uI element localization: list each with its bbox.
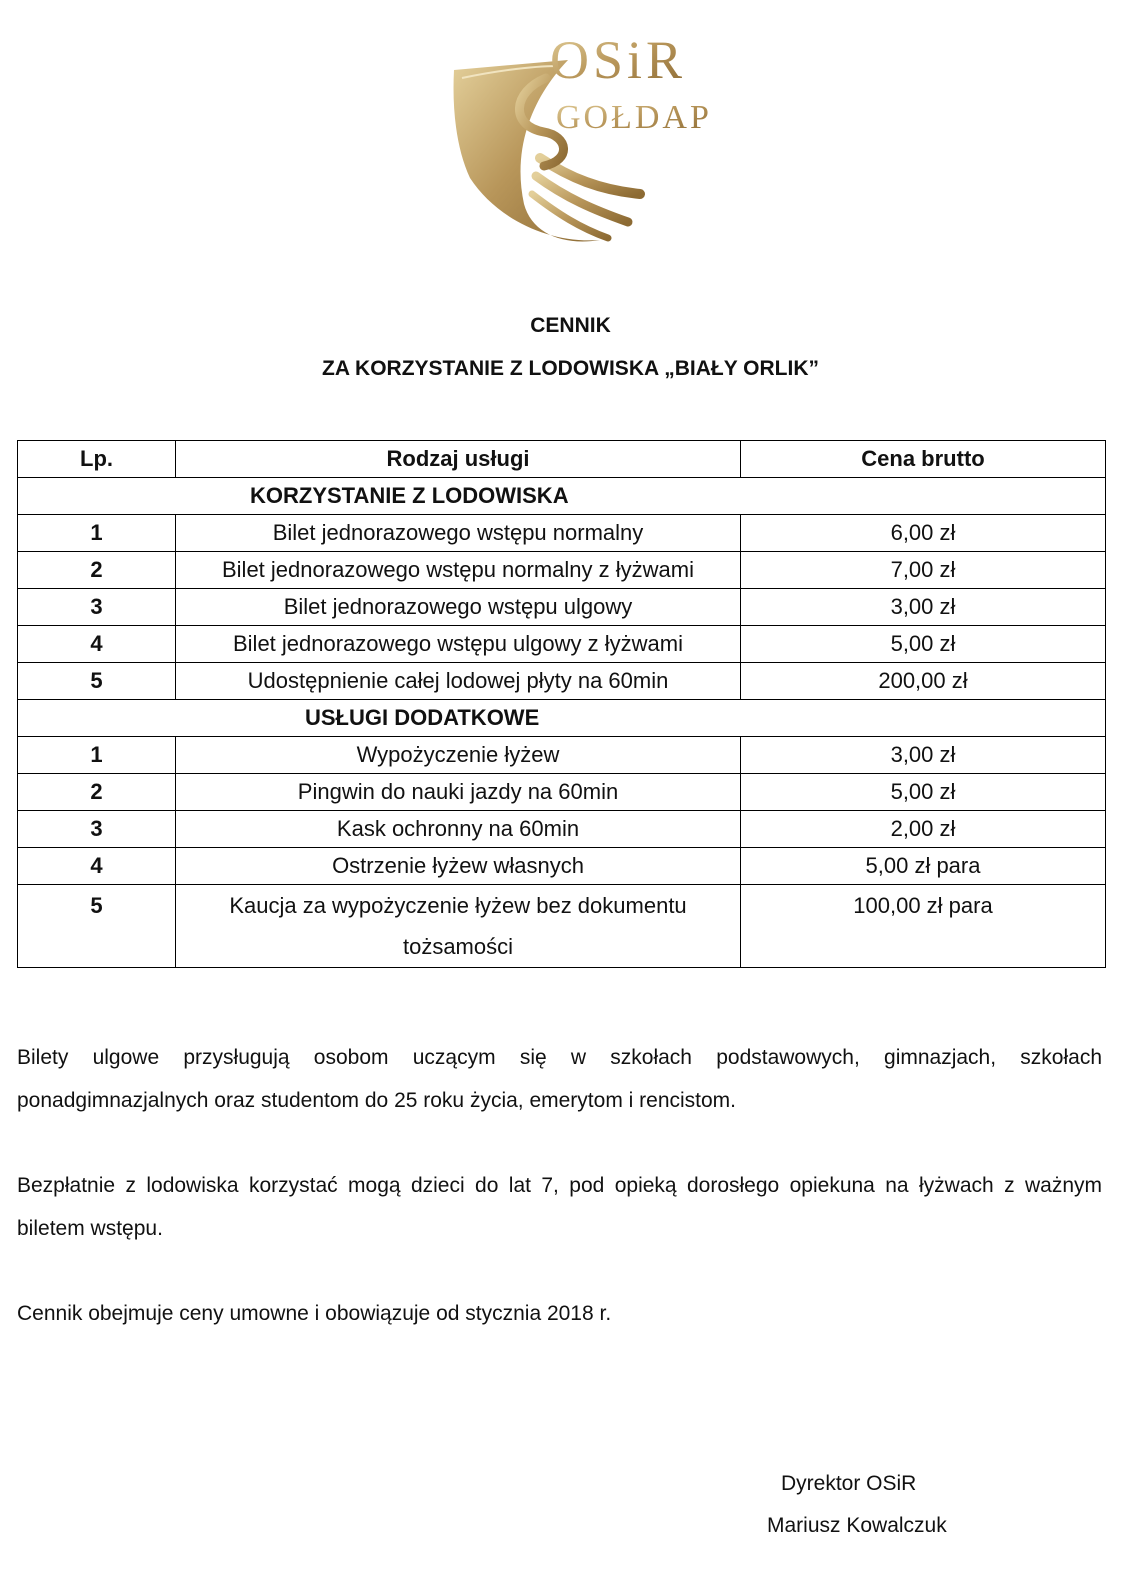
row-service: Bilet jednorazowego wstępu normalny z łyżwami [176, 552, 741, 589]
row-service: Kaucja za wypożyczenie łyżew bez dokumentu tożsamości [176, 885, 741, 968]
table-row [18, 663, 1106, 700]
row-price: 200,00 zł [741, 663, 1106, 700]
table-row [18, 552, 1106, 589]
table-row [18, 737, 1106, 774]
section-header-row [18, 700, 1106, 737]
document-title: CENNIK [530, 314, 611, 337]
row-price: 7,00 zł [741, 552, 1106, 589]
note-validity: Cennik obejmuje ceny umowne i obowiązuje od stycznia 2018 r. [17, 1302, 612, 1325]
table-row [18, 885, 1106, 968]
row-lp: 5 [18, 663, 176, 700]
row-price: 3,00 zł [741, 737, 1106, 774]
row-price: 5,00 zł para [741, 848, 1106, 885]
table-row [18, 811, 1106, 848]
row-price: 3,00 zł [741, 589, 1106, 626]
section-header-row [18, 478, 1106, 515]
row-lp: 4 [18, 848, 176, 885]
table-row [18, 515, 1106, 552]
row-service: Pingwin do nauki jazdy na 60min [176, 774, 741, 811]
row-service: Bilet jednorazowego wstępu normalny [176, 515, 741, 552]
logo-text-top: OSiR [550, 30, 687, 90]
table-row [18, 774, 1106, 811]
row-price: 6,00 zł [741, 515, 1106, 552]
row-lp: 2 [18, 774, 176, 811]
row-service: Wypożyczenie łyżew [176, 737, 741, 774]
table-header-row [18, 441, 1106, 478]
row-lp: 4 [18, 626, 176, 663]
row-service: Bilet jednorazowego wstępu ulgowy [176, 589, 741, 626]
row-price: 2,00 zł [741, 811, 1106, 848]
section-title: USŁUGI DODATKOWE [305, 705, 540, 730]
table-row [18, 626, 1106, 663]
row-price: 5,00 zł [741, 626, 1106, 663]
row-lp: 2 [18, 552, 176, 589]
price-table [17, 440, 1106, 968]
header-price: Cena brutto [741, 441, 1106, 478]
row-lp: 3 [18, 589, 176, 626]
row-lp: 1 [18, 515, 176, 552]
table-row [18, 848, 1106, 885]
row-service: Udostępnienie całej lodowej płyty na 60min [176, 663, 741, 700]
header-service: Rodzaj usługi [176, 441, 741, 478]
osir-goldap-logo [440, 8, 710, 244]
section-title: KORZYSTANIE Z LODOWISKA [250, 483, 569, 508]
signature-name: Mariusz Kowalczuk [767, 1514, 947, 1537]
header-lp: Lp. [18, 441, 176, 478]
table-row [18, 589, 1106, 626]
row-lp: 3 [18, 811, 176, 848]
row-service: Ostrzenie łyżew własnych [176, 848, 741, 885]
signature-role: Dyrektor OSiR [781, 1472, 917, 1495]
note-free-entry: Bezpłatnie z lodowiska korzystać mogą dzieci do lat 7, pod opieką dorosłego opiekuna na łyżwach z ważnym biletem wstępu. [17, 1174, 1102, 1240]
note-reduced-tickets: Bilety ulgowe przysługują osobom uczącym się w szkołach podstawowych, gimnazjach, szkołach ponadgimnazjalnych oraz studentom do 25 roku życia, emerytom i rencistom. [17, 1046, 1102, 1112]
document-subtitle: ZA KORZYSTANIE Z LODOWISKA „BIAŁY ORLIK” [322, 357, 819, 380]
row-lp: 5 [18, 885, 176, 968]
row-price: 100,00 zł para [741, 885, 1106, 968]
row-service: Kask ochronny na 60min [176, 811, 741, 848]
row-service: Bilet jednorazowego wstępu ulgowy z łyżwami [176, 626, 741, 663]
logo-text-bottom: GOŁDAP [556, 99, 710, 136]
row-price: 5,00 zł [741, 774, 1106, 811]
row-lp: 1 [18, 737, 176, 774]
